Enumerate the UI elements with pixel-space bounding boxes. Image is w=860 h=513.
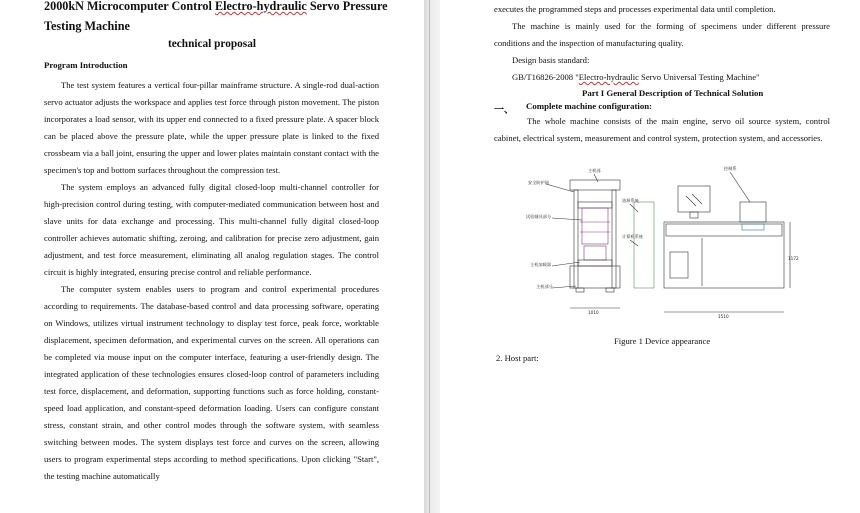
continuation-line: executes the programmed steps and processes experimental data until completion. [494,4,776,14]
left-document-page [0,0,424,513]
program-introduction-body [44,77,379,485]
label-safety-net: 安全防护网 [528,180,549,185]
figure-caption: Figure 1 Device appearance [614,336,711,346]
configuration-heading: Complete machine configuration: [526,101,653,111]
label-oil-source: 油源系统 [622,198,639,203]
right-document-page [440,0,860,513]
design-basis-label: Design basis standard: [512,55,590,65]
host-part-heading: 2. Host part: [496,353,539,363]
document-subtitle: technical proposal [168,38,256,50]
section-heading-program-introduction: Program Introduction [44,60,128,70]
dimension-height: 1172 [788,256,799,261]
document-title-line-1: 2000kN Microcomputer Control Electro-hydraulic Servo Pressure [44,0,388,13]
paragraph-test-system: The test system features a vertical four-pillar mainframe structure. A single-rod dual-action servo actuator adjusts the workspace and applies test force through piston movement. The piston incorporates a load sensor, with its upper end connected to a fixed pressure plate. A spacer block can be placed above the pressure plate, while the upper pressure plate is linked to the fixed crossbeam via a ball joint, ensuring the upper and lower plates maintain constant contact with the specimen's top and bottom surfaces throughout the compression test. [44,80,379,175]
label-computer-system: 计算机系统 [622,234,643,239]
document-title-line-2: Testing Machine [44,19,130,33]
dimension-main-width: 1010 [588,310,599,315]
label-host-top: 主机部 [588,168,601,173]
paragraph-computer-system: The computer system enables users to program and control experimental procedures according to requirements. The database-based control and data processing software, operating on Windows, utilizes virtual instrument technology to display test force, peak force, worktable displacement, specimen deformation, and experimental curves on the screen. All operations can be completed via mouse input on the computer interface, featuring a user-friendly design. The integrated application of these technologies ensures closed-loop control of parameters including test force, displacement, and deformation, supporting functions such as force holding, constant-speed load application, and constant-speed deformation loading. Users can configure constant stress, constant strain, and other control modes through the software system, with seamless switching between modes. The system displays test force and curves on the screen, allowing users to program experimental steps according to method specifications. Upon clicking "Start", the testing machine automatically [44,284,379,481]
dimension-console-width: 1510 [718,314,729,319]
standard-reference: GB/T16826-2008 "Electro-hydraulic Servo Universal Testing Machine" [512,72,760,82]
part-one-heading: Part I General Description of Technical Solution [582,88,764,98]
configuration-paragraph: The whole machine consists of the main engine, servo oil source system, control cabinet, electrical system, measurement and control system, protection system, and accessories. [494,116,830,143]
device-appearance-diagram [526,162,799,322]
page-gutter [424,0,440,513]
label-test-fixture: 试验辅具部分 [526,214,552,219]
label-host-loader: 主机加载器 [530,262,551,267]
numbered-marker: 一、 [494,105,514,116]
paragraph-controller: The system employs an advanced fully digital closed-loop multi-channel controller for high-precision control during testing, with computer-mediated communication between host and slave units for data exchange and processing. This multi-channel fully digital closed-loop controller achieves automatic shifting, zeroing, and calibration for precise zero adjustment, gain adjustment, and test force measurement, eliminating all analog regulation stages. The control circuit is highly integrated, ensuring precise control and reliable performance. [44,182,379,277]
label-control-system: 控制系 [724,166,737,171]
label-host-part: 主机部分 [536,284,553,289]
machine-usage-paragraph: The machine is mainly used for the forming of specimens under different pressure conditions and the inspection of manufacturing quality. [494,21,830,48]
